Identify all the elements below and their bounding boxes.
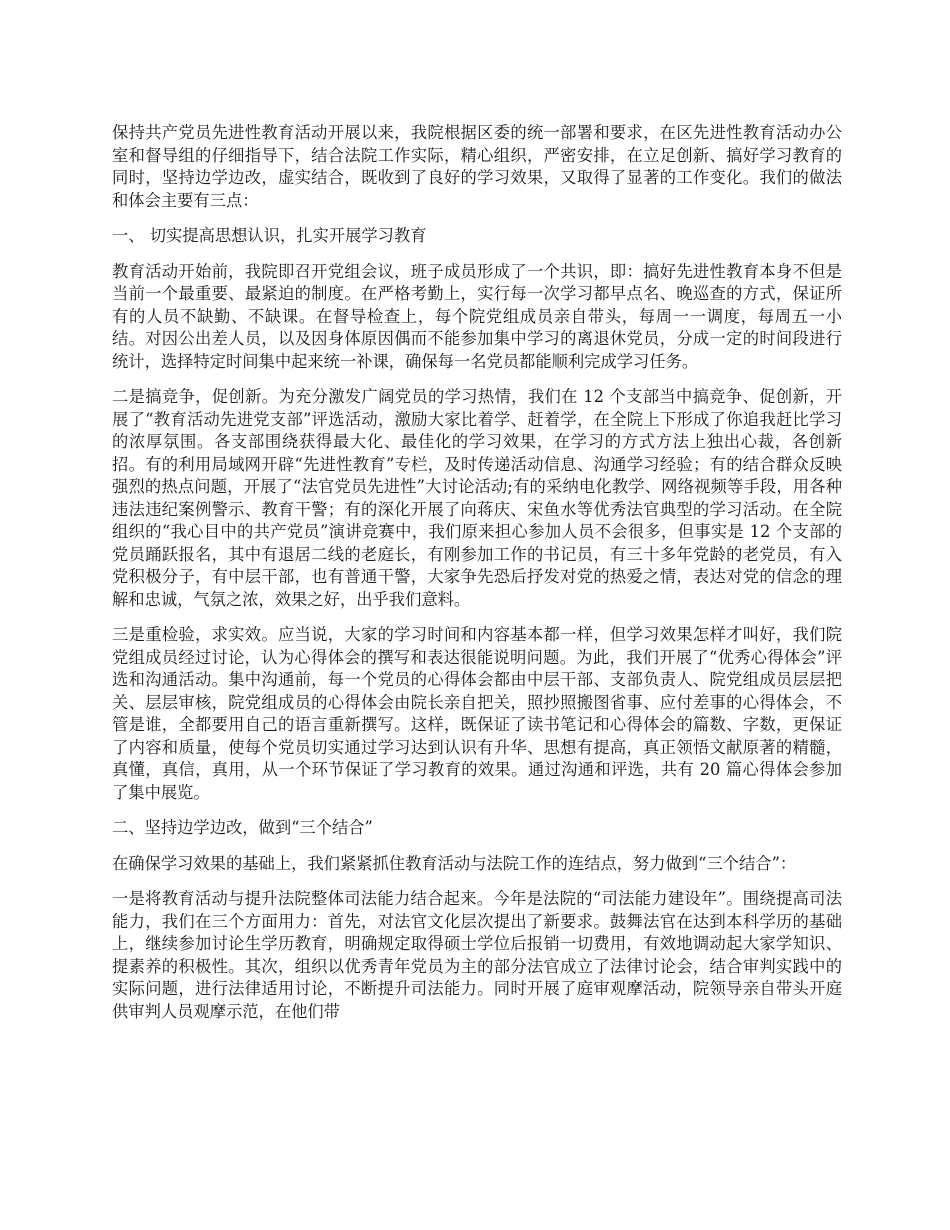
section-heading-2: 二、坚持边学边改，做到“三个结合” — [112, 818, 373, 837]
section-heading-1: 一、 切实提高思想认识，扎实开展学习教育 — [112, 226, 427, 245]
body-paragraph: 在确保学习效果的基础上，我们紧紧抓住教育活动与法院工作的连结点，努力做到“三个结合”： — [112, 853, 797, 873]
body-paragraph: 教育活动开始前，我院即召开党组会议，班子成员形成了一个共识，即：搞好先进性教育本身不但是当前一个最重要、最紧迫的制度。在严格考勤上，实行每一次学习都早点名、晚巡查的方式，保证所有的人员不缺勤、不缺课。在督导检查上，每个院党组成员亲自带头，每周一一调度，每周五一小结。对因公出差人员，以及因身体原因偶而不能参加集中学习的离退休党员，分成一定的时间段进行统计，选择特定时间集中起来统一补课，确保每一名党员都能顺利完成学习任务。 — [112, 261, 842, 371]
body-paragraph: 一是将教育活动与提升法院整体司法能力结合起来。今年是法院的“司法能力建设年”。围绕提高司法能力，我们在三个方面用力：首先，对法官文化层次提出了新要求。鼓舞法官在达到本科学历的基础上，继续参加讨论生学历教育，明确规定取得硕士学位后报销一切费用，有效地调动起大家学知识、提素养的积极性。其次，组织以优秀青年党员为主的部分法官成立了法律讨论会，结合审判实践中的实际问题，进行法律适用讨论，不断提升司法能力。同时开展了庭审观摩活动，院领导亲自带头开庭供审判人员观摩示范，在他们带 — [112, 889, 842, 1021]
body-paragraph: 二是搞竞争，促创新。为充分激发广阔党员的学习热情，我们在 12 个支部当中搞竞争、促创新，开展了“教育活动先进党支部”评选活动，激励大家比着学、赶着学，在全院上下形成了你追我赶比学习的浓厚氛围。各支部围绕获得最大化、最佳化的学习效果，在学习的方式方法上独出心裁，各创新招。有的利用局域网开辟“先进性教育”专栏，及时传递活动信息、沟通学习经验；有的结合群众反映强烈的热点问题，开展了“法官党员先进性”大讨论活动;有的采纳电化教学、网络视频等手段，用各种违法违纪案例警示、教育干警；有的深化开展了向蒋庆、宋鱼水等优秀法官典型的学习活动。在全院组织的“我心目中的共产党员”演讲竞赛中，我们原来担心参加人员不会很多，但事实是 12 个支部的党员踊跃报名，其中有退居二线的老庭长，有刚参加工作的书记员，有三十多年党龄的老党员，有入党积极分子，有中层干部，也有普通干警，大家争先恐后抒发对党的热爱之情，表达对党的信念的理解和忠诚，气氛之浓，效果之好，出乎我们意料。 — [112, 387, 842, 609]
document-body — [112, 122, 842, 1036]
intro-paragraph: 保持共产党员先进性教育活动开展以来，我院根据区委的统一部署和要求，在区先进性教育活动办公室和督导组的仔细指导下，结合法院工作实际，精心组织，严密安排，在立足创新、搞好学习教育的同时，坚持边学边改，虚实结合，既收到了良好的学习效果，又取得了显著的工作变化。我们的做法和体会主要有三点： — [112, 123, 842, 210]
body-paragraph: 三是重检验，求实效。应当说，大家的学习时间和内容基本都一样，但学习效果怎样才叫好，我们院党组成员经过讨论，认为心得体会的撰写和表达很能说明问题。为此，我们开展了“优秀心得体会”评选和沟通活动。集中沟通前，每一个党员的心得体会都由中层干部、支部负责人、院党组成员层层把关、层层审核，院党组成员的心得体会由院长亲自把关，照抄照搬图省事、应付差事的心得体会，不管是谁，全都要用自己的语言重新撰写。这样，既保证了读书笔记和心得体会的篇数、字数，更保证了内容和质量，使每个党员切实通过学习达到认识有升华、思想有提高，真正领悟文献原著的精髓，真懂，真信，真用，从一个环节保证了学习教育的效果。通过沟通和评选，共有 20 篇心得体会参加了集中展览。 — [112, 625, 842, 802]
